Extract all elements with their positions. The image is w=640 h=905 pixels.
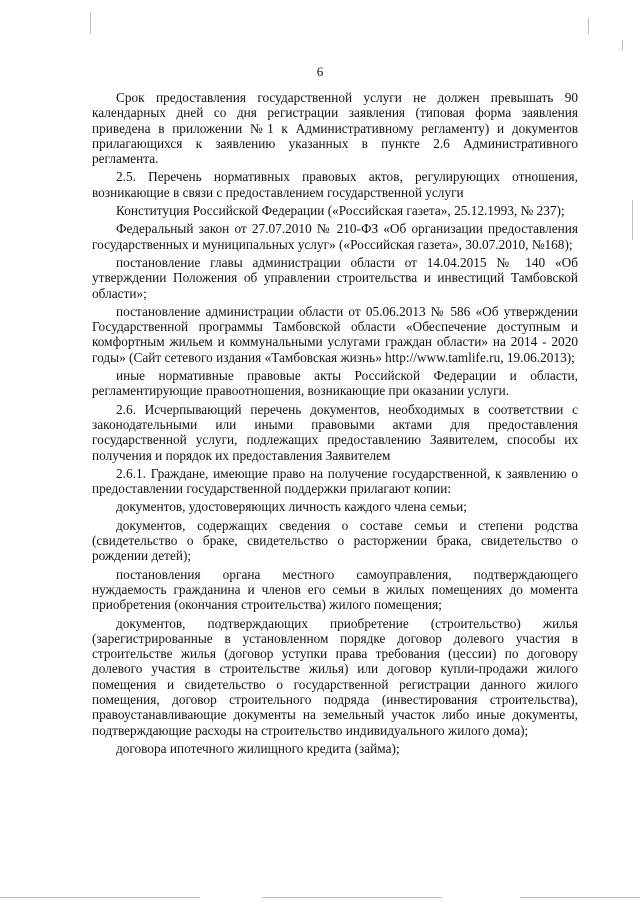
page-number: 6: [316, 64, 324, 79]
paragraph-2-6-1: 2.6.1. Граждане, имеющие право на получение государственной, к заявлению о предоставлении государственной поддержки прилагают копии:: [92, 465, 578, 497]
paragraph-resolution-586: постановление администрации области от 05.06.2013 № 586 «Об утверждении Государственной программы Тамбовской области «Обеспечение доступным и комфортным жильем и коммунальными услугами граждан области» на 2014 - 2020 годы» (Сайт сетевого издания «Тамбовская жизнь» http://www.tamlife.ru, 19.06.2013);: [92, 303, 578, 365]
scan-margin-mark: [622, 40, 623, 50]
paragraph-service-term: Срок предоставления государственной услуги не должен превышать 90 календарных дней со дня регистрации заявления (типовая форма заявления приведена в приложении №1 к Административному регламенту) и документов прилагающихся к заявлению указанных в пункте 2.6 Административного регламента.: [92, 90, 578, 167]
scan-bottom-mark: [520, 897, 640, 898]
scan-margin-mark: [90, 12, 91, 34]
list-item-identity-docs: документов, удостоверяющих личность каждого члена семьи;: [116, 499, 467, 515]
paragraph-2-5-heading: 2.5. Перечень нормативных правовых актов, регулирующих отношения, возникающие в связи с предоставлением государственной услуги: [92, 169, 578, 200]
list-item-mortgage: договора ипотечного жилищного кредита (займа);: [116, 740, 400, 756]
paragraph-constitution: Конституция Российской Федерации («Российская газета», 25.12.1993, № 237);: [116, 203, 565, 219]
document-body: [92, 86, 578, 759]
paragraph-resolution-140: постановление главы администрации области от 14.04.2015 № 140 «Об утверждении Положения об управлении строительства и инвестиций Тамбовской области»;: [92, 254, 578, 301]
scan-bottom-mark: [262, 897, 442, 898]
list-item-housing-docs: документов, подтверждающих приобретение (строительство) жилья (зарегистрированные в установленном порядке договор долевого участия в строительстве жилья (договор уступки права требования (цессии) по договору долевого участия в строительстве жилья) или договор купли-продажи жилого помещения и свидетельство о государственной регистрации данного жилого помещения, договор строительного подряда (инвестирования строительства), правоустанавливающие документы на земельный участок либо иные документы, подтверждающие расходы на строительство индивидуального жилого дома);: [92, 615, 578, 738]
paragraph-other-acts: иные нормативные правовые акты Российской Федерации и области, регламентирующие правоотношения, возникающие при оказании услуги.: [92, 368, 578, 399]
scan-margin-mark: [588, 18, 589, 34]
paragraph-2-6-heading: 2.6. Исчерпывающий перечень документов, необходимых в соответствии с законодательными или иными правовыми актами для предоставления государственной услуги, подлежащих предоставлению Заявителем, способы их получения и порядок их предоставления Заявителем: [92, 401, 578, 463]
paragraph-federal-law: Федеральный закон от 27.07.2010 № 210-ФЗ «Об организации предоставления государственных и муниципальных услуг» («Российская газета», 30.07.2010, №168);: [92, 221, 578, 252]
scan-margin-mark: [632, 200, 633, 240]
list-item-family-docs: документов, содержащих сведения о составе семьи и степени родства (свидетельство о браке, свидетельство о расторжении брака, свидетельство о рождении детей);: [92, 517, 578, 564]
list-item-local-resolution: постановления органа местного самоуправления, подтверждающего нуждаемость гражданина и членов его семьи в жилых помещениях до момента приобретения (окончания строительства) жилого помещения;: [92, 566, 578, 613]
scan-bottom-mark: [0, 897, 200, 898]
